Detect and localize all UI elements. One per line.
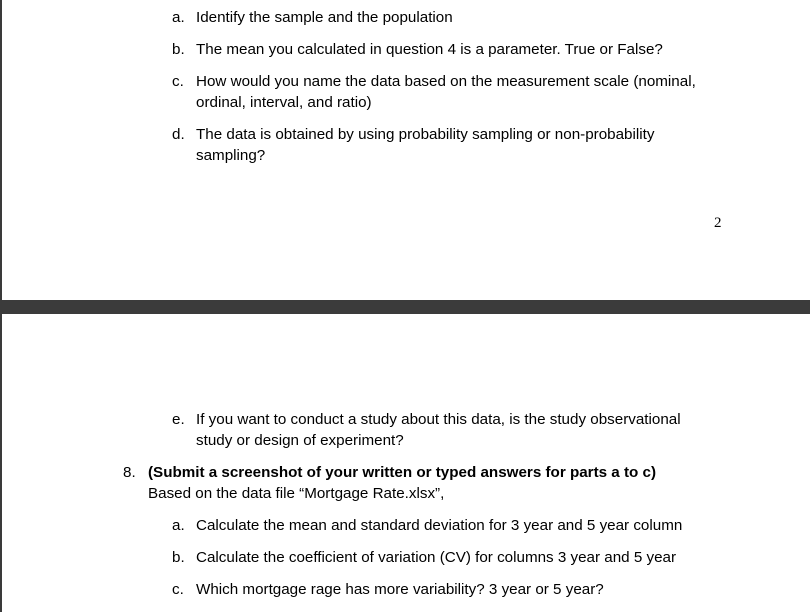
list-item-text-line1: How would you name the data based on the measurement scale (nominal, — [196, 73, 696, 90]
list-item-text: Identify the sample and the population — [196, 9, 453, 26]
list-marker: d. — [172, 126, 185, 143]
list-marker: c. — [172, 581, 184, 598]
list-item-text: Calculate the mean and standard deviation for 3 year and 5 year column — [196, 517, 683, 534]
question-heading: (Submit a screenshot of your written or typed answers for parts a to c) — [148, 464, 657, 481]
list-marker: a. — [172, 517, 185, 534]
list-item-text: Which mortgage rage has more variability? 3 year or 5 year? — [196, 581, 604, 598]
page-number: 2 — [714, 215, 722, 231]
list-item-text-line2: study or design of experiment? — [196, 432, 404, 449]
page-separator — [0, 300, 810, 314]
list-item-text-line1: The data is obtained by using probability sampling or non-probability — [196, 126, 655, 143]
list-item-text-line2: ordinal, interval, and ratio) — [196, 94, 372, 111]
list-marker: b. — [172, 41, 185, 58]
question-subtext: Based on the data file “Mortgage Rate.xlsx”, — [148, 485, 445, 502]
document-page-2 — [0, 314, 810, 612]
list-item-text-line2: sampling? — [196, 147, 266, 164]
list-marker: a. — [172, 9, 185, 26]
document-page-1 — [0, 0, 810, 300]
list-item-text-line1: If you want to conduct a study about this data, is the study observational — [196, 411, 681, 428]
list-item-text: Calculate the coefficient of variation (CV) for columns 3 year and 5 year — [196, 549, 677, 566]
question-number: 8. — [123, 464, 136, 481]
list-marker: c. — [172, 73, 184, 90]
list-marker: b. — [172, 549, 185, 566]
list-marker: e. — [172, 411, 185, 428]
list-item-text: The mean you calculated in question 4 is a parameter. True or False? — [196, 41, 663, 58]
